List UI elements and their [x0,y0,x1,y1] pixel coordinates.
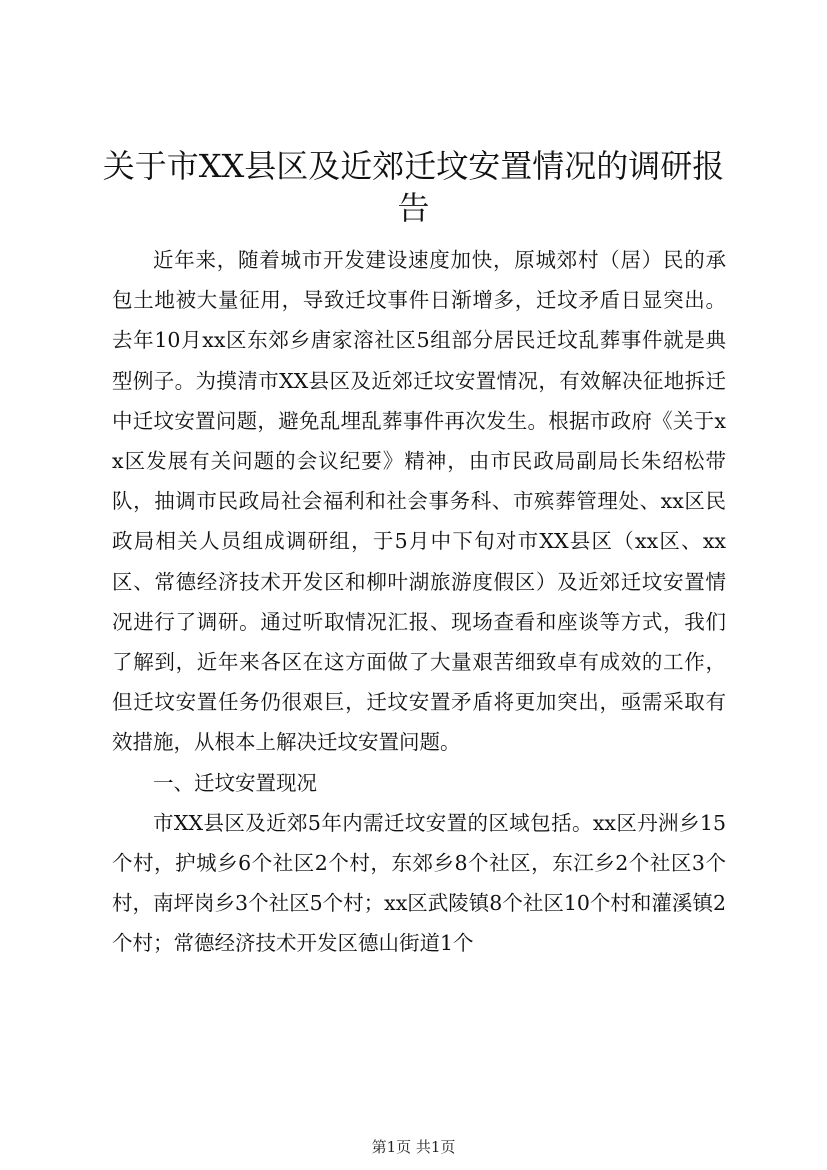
page-number-footer: 第1页 共1页 [371,1138,456,1156]
document-body [112,240,726,964]
intro-paragraph: 近年来，随着城市开发建设速度加快，原城郊村（居）民的承包土地被大量征用，导致迁坟事件日渐增多，迁坟矛盾日显突出。去年10月xx区东郊乡唐家溶社区5组部分居民迁坟乱葬事件就是典型例子。为摸清市XX县区及近郊迁坟安置情况，有效解决征地拆迁中迁坟安置问题，避免乱埋乱葬事件再次发生。根据市政府《关于xx区发展有关问题的会议纪要》精神，由市民政局副局长朱绍松带队，抽调市民政局社会福利和社会事务科、市殡葬管理处、xx区民政局相关人员组成调研组，于5月中下旬对市XX县区（xx区、xx区、常德经济技术开发区和柳叶湖旅游度假区）及近郊迁坟安置情况进行了调研。通过听取情况汇报、现场查看和座谈等方式，我们了解到，近年来各区在这方面做了大量艰苦细致卓有成效的工作，但迁坟安置任务仍很艰巨，迁坟安置矛盾将更加突出，亟需采取有效措施，从根本上解决迁坟安置问题。 [112,248,726,755]
section-paragraph: 市XX县区及近郊5年内需迁坟安置的区域包括。xx区丹洲乡15个村，护城乡6个社区2个村，东郊乡8个社区，东江乡2个社区3个村，南坪岗乡3个社区5个村；xx区武陵镇8个社区10个村和灌溪镇2个村；常德经济技术开发区德山街道1个 [112,810,726,956]
section-heading: 一、迁坟安置现况 [153,770,317,795]
document-title: 关于市XX县区及近郊迁坟安置情况的调研报告 [102,147,725,227]
